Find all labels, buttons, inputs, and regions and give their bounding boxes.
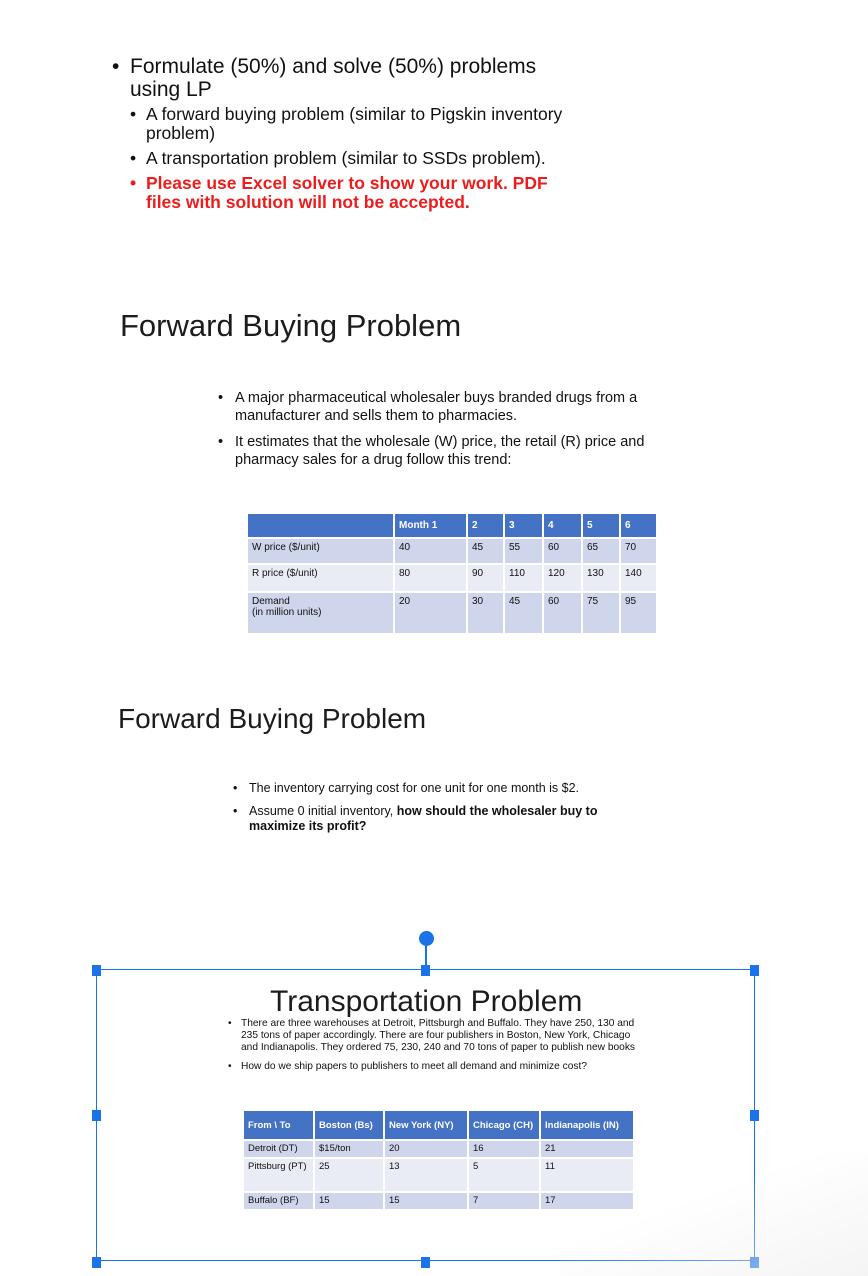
forward-buying-title-1: Forward Buying Problem [120, 308, 462, 343]
header-cell: Chicago (CH) [468, 1111, 540, 1140]
bullet [233, 804, 623, 834]
cell: 90 [467, 564, 504, 592]
row-label: Pittsburg (PT) [244, 1158, 314, 1192]
cell: 7 [468, 1192, 540, 1210]
cell: 11 [540, 1158, 634, 1192]
cell: 25 [314, 1158, 384, 1192]
cell: 95 [620, 592, 657, 634]
transportation-title: Transportation Problem [270, 985, 583, 1018]
header-cell: Boston (Bs) [314, 1111, 384, 1140]
cell: 60 [543, 592, 582, 634]
cell: 130 [582, 564, 620, 592]
page-shadow [560, 1150, 868, 1276]
resize-handle-right[interactable] [750, 1110, 759, 1121]
intro-sub-bullet: • A forward buying problem (similar to Pigskin inventory problem) [130, 105, 572, 143]
header-cell: 4 [543, 514, 582, 538]
table-header-row [244, 1111, 634, 1140]
bullet: • How do we ship papers to publishers to meet all demand and minimize cost? [228, 1061, 638, 1073]
cell: 75 [582, 592, 620, 634]
cell: 16 [468, 1140, 540, 1158]
resize-handle-top-left[interactable] [92, 965, 101, 976]
header-cell: Indianapolis (IN) [540, 1111, 634, 1140]
cell: 5 [468, 1158, 540, 1192]
header-cell [248, 514, 394, 538]
table-header-row [248, 514, 657, 538]
intro-main-bullet: • Formulate (50%) and solve (50%) problems using LP [112, 55, 572, 101]
header-cell: Month 1 [394, 514, 467, 538]
intro-sub-list [130, 105, 572, 212]
cell: 70 [620, 538, 657, 564]
row-label: W price ($/unit) [248, 538, 394, 564]
intro-sub-bullet: • A transportation problem (similar to SSDs problem). [130, 149, 572, 168]
resize-handle-top[interactable] [421, 965, 430, 976]
intro-warning: • Please use Excel solver to show your work. PDF files with solution will not be accepted. [130, 174, 572, 212]
resize-handle-top-right[interactable] [750, 965, 759, 976]
row-label [248, 592, 394, 634]
cell: 20 [394, 592, 467, 634]
cell: 17 [540, 1192, 634, 1210]
row-label: R price ($/unit) [248, 564, 394, 592]
cell: 20 [384, 1140, 468, 1158]
monthly-price-table [248, 514, 658, 635]
bullet: • It estimates that the wholesale (W) price, the retail (R) price and pharmacy sales for a drug follow this trend: [218, 433, 688, 469]
demand-sublabel: (in million units) [252, 607, 322, 618]
header-cell: New York (NY) [384, 1111, 468, 1140]
table-row [248, 538, 657, 564]
resize-handle-left[interactable] [92, 1110, 101, 1121]
cell: 120 [543, 564, 582, 592]
cell: 13 [384, 1158, 468, 1192]
cell: 45 [467, 538, 504, 564]
cell: 40 [394, 538, 467, 564]
cell: 55 [504, 538, 543, 564]
forward-buying-title-2: Forward Buying Problem [118, 703, 427, 734]
cell: 60 [543, 538, 582, 564]
header-cell: 2 [467, 514, 504, 538]
forward-buying-bullets-2 [233, 781, 623, 842]
cell: 21 [540, 1140, 634, 1158]
cell: 80 [394, 564, 467, 592]
cell: 110 [504, 564, 543, 592]
row-label: Detroit (DT) [244, 1140, 314, 1158]
cell: 15 [384, 1192, 468, 1210]
cell: 140 [620, 564, 657, 592]
table-row [248, 564, 657, 592]
resize-handle-bottom[interactable] [421, 1257, 430, 1268]
demand-label: Demand [252, 596, 290, 607]
forward-buying-bullets-1 [218, 389, 688, 477]
cell: $15/ton [314, 1140, 384, 1158]
intro-section [112, 55, 572, 218]
header-cell: 6 [620, 514, 657, 538]
bullet-plain: Assume 0 initial inventory, [249, 804, 397, 818]
cell: 30 [467, 592, 504, 634]
transportation-bullets [228, 1018, 638, 1080]
cell: 15 [314, 1192, 384, 1210]
header-cell: 5 [582, 514, 620, 538]
cell: 45 [504, 592, 543, 634]
table-row [248, 592, 657, 634]
resize-handle-bottom-left[interactable] [92, 1257, 101, 1268]
bullet: • A major pharmaceutical wholesaler buys branded drugs from a manufacturer and sells them to pharmacies. [218, 389, 688, 425]
row-label: Buffalo (BF) [244, 1192, 314, 1210]
bullet: • There are three warehouses at Detroit, Pittsburgh and Buffalo. They have 250, 130 and 235 tons of paper accordingly. There are four publishers in Boston, New York, Chicago and Indianapolis. They ordered 75, 230, 240 and 70 tons of paper to publish new books [228, 1018, 638, 1054]
bullet: • The inventory carrying cost for one unit for one month is $2. [233, 781, 623, 796]
bullet-bold: how should the wholesaler buy to maximize its profit? [249, 804, 598, 833]
cell: 65 [582, 538, 620, 564]
header-cell: From \ To [244, 1111, 314, 1140]
header-cell: 3 [504, 514, 543, 538]
rotate-handle[interactable] [419, 931, 434, 946]
